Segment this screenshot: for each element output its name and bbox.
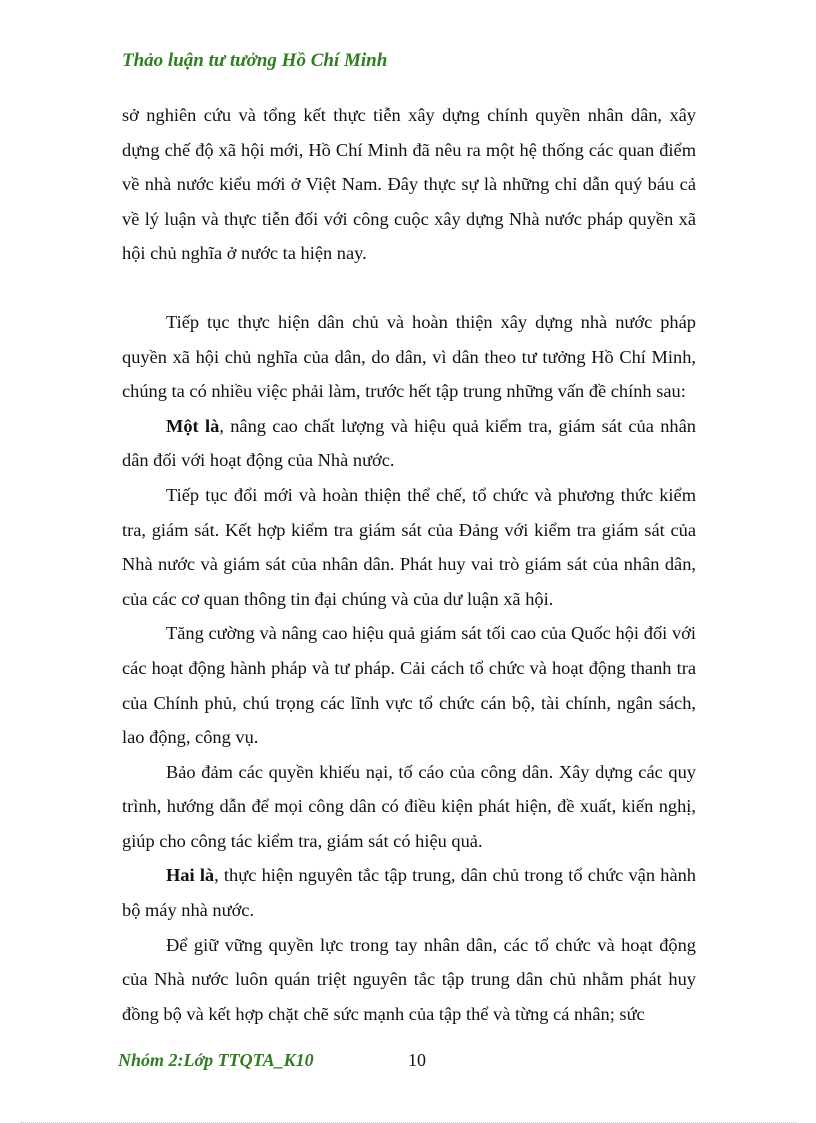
paragraph-point-one <box>122 409 696 478</box>
point-two-text: , thực hiện nguyên tắc tập trung, dân chủ trong tổ chức vận hành bộ máy nhà nước. <box>122 865 696 921</box>
paragraph-citizen-rights: Bảo đảm các quyền khiếu nại, tố cáo của công dân. Xây dựng các quy trình, hướng dẫn để mọi công dân có điều kiện phát hiện, đề xuất, kiến nghị, giúp cho công tác kiểm tra, giám sát có hiệu quả. <box>122 761 696 851</box>
point-one-text: , nâng cao chất lượng và hiệu quả kiểm tra, giám sát của nhân dân đối với hoạt động của Nhà nước. <box>122 415 696 471</box>
paragraph-national-assembly: Tăng cường và nâng cao hiệu quả giám sát tối cao của Quốc hội đối với các hoạt động hành pháp và tư pháp. Cải cách tổ chức và hoạt động thanh tra của Chính phủ, chú trọng các lĩnh vực tổ chức cán bộ, tài chính, ngân sách, lao động, công vụ. <box>122 623 696 748</box>
paragraph-power-in-people: Để giữ vững quyền lực trong tay nhân dân, các tổ chức và hoạt động của Nhà nước luôn quán triệt nguyên tắc tập trung dân chủ nhằm phát huy đồng bộ và kết hợp chặt chẽ sức mạnh của tập thể và từng cá nhân; sức <box>122 934 696 1024</box>
paragraph-continuation: sở nghiên cứu và tổng kết thực tiễn xây dựng chính quyền nhân dân, xây dựng chế độ xã hội mới, Hồ Chí Minh đã nêu ra một hệ thống các quan điểm về nhà nước kiểu mới ở Việt Nam. Đây thực sự là những chỉ dẫn quý báu cả về lý luận và thực tiễn đối với công cuộc xây dựng Nhà nước pháp quyền xã hội chủ nghĩa ở nước ta hiện nay. <box>122 105 696 264</box>
point-two-lead: Hai là <box>166 865 215 886</box>
paragraph-point-two <box>122 858 696 927</box>
footer-group-label: Nhóm 2:Lớp TTQTA_K10 <box>118 1050 314 1070</box>
document-body <box>122 98 696 1031</box>
paragraph-intro: Tiếp tục thực hiện dân chủ và hoàn thiện xây dựng nhà nước pháp quyền xã hội chủ nghĩa của dân, do dân, vì dân theo tư tưởng Hồ Chí Minh, chúng ta có nhiều việc phải làm, trước hết tập trung những vấn đề chính sau: <box>122 311 696 402</box>
page-number: 10 <box>408 1050 426 1070</box>
paragraph-supervision-reform: Tiếp tục đổi mới và hoàn thiện thể chế, tổ chức và phương thức kiểm tra, giám sát. Kết hợp kiểm tra giám sát của Đảng với kiểm tra giám sát của Nhà nước và giám sát của nhân dân. Phát huy vai trò giám sát của nhân dân, của các cơ quan thông tin đại chúng và của dư luận xã hội. <box>122 484 696 609</box>
page-header-title: Thảo luận tư tưởng Hồ Chí Minh <box>122 50 388 71</box>
point-one-lead: Một là <box>166 415 220 436</box>
